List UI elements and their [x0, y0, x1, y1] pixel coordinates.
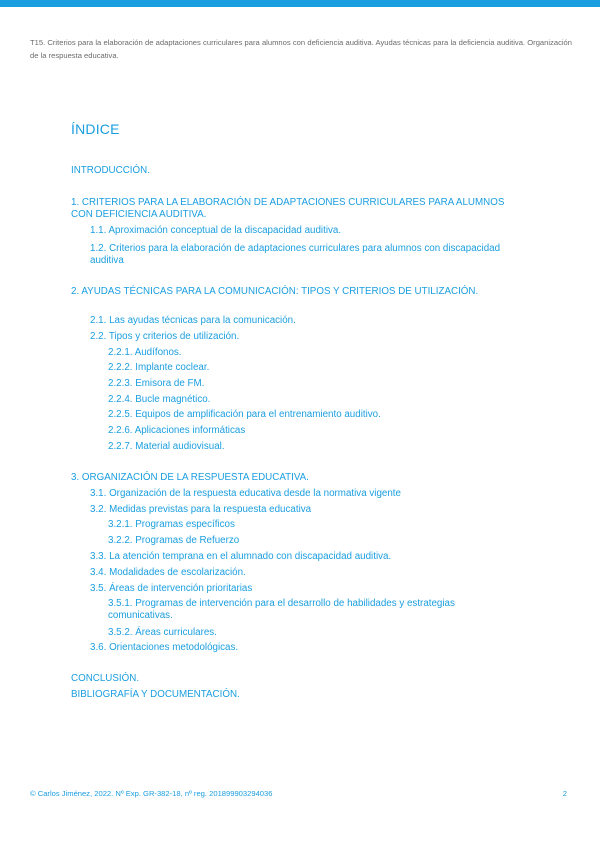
toc-item-3-2-2[interactable]: 3.2.2. Programas de Refuerzo: [108, 535, 240, 546]
toc-item-3-6[interactable]: 3.6. Orientaciones metodológicas.: [90, 642, 239, 653]
toc-item-2-2-4[interactable]: 2.2.4. Bucle magnético.: [108, 394, 211, 405]
toc-conclusion[interactable]: CONCLUSIÓN.: [71, 673, 140, 684]
toc-item-2-2-7[interactable]: 2.2.7. Material audiovisual.: [108, 441, 225, 452]
toc-item-1-2[interactable]: 1.2. Criterios para la elaboración de adaptaciones curriculares para alumnos con discapacidad auditiva: [90, 243, 501, 266]
toc-title: ÍNDICE: [71, 121, 120, 137]
footer-page-number: 2: [562, 789, 567, 798]
toc-item-2-2-5[interactable]: 2.2.5. Equipos de amplificación para el entrenamiento auditivo.: [108, 409, 381, 420]
document-header: T15. Criterios para la elaboración de adaptaciones curriculares para alumnos con deficiencia auditiva. Ayudas técnicas para la deficiencia auditiva. Organización de la respuesta educativa.: [30, 38, 572, 60]
toc-item-3-5[interactable]: 3.5. Áreas de intervención prioritarias: [90, 583, 253, 594]
footer-copyright: © Carlos Jiménez, 2022. Nº Exp. GR-382-18, nº reg. 201899903294036: [30, 789, 273, 798]
toc-item-3-4[interactable]: 3.4. Modalidades de escolarización.: [90, 567, 246, 578]
toc-item-2-2[interactable]: 2.2. Tipos y criterios de utilización.: [90, 331, 240, 342]
toc-intro[interactable]: INTRODUCCIÓN.: [71, 165, 150, 176]
toc-item-2-2-2[interactable]: 2.2.2. Implante coclear.: [108, 362, 210, 373]
toc-item-2-2-6[interactable]: 2.2.6. Aplicaciones informáticas: [108, 425, 246, 436]
toc-item-3-3[interactable]: 3.3. La atención temprana en el alumnado con discapacidad auditiva.: [90, 551, 392, 562]
toc-section-3[interactable]: 3. ORGANIZACIÓN DE LA RESPUESTA EDUCATIVA.: [71, 472, 309, 483]
toc-item-1-1[interactable]: 1.1. Aproximación conceptual de la discapacidad auditiva.: [90, 225, 342, 236]
toc-item-3-5-2[interactable]: 3.5.2. Áreas curriculares.: [108, 627, 217, 638]
toc-item-3-2[interactable]: 3.2. Medidas previstas para la respuesta educativa: [90, 504, 312, 515]
toc-item-2-2-1[interactable]: 2.2.1. Audífonos.: [108, 347, 182, 358]
toc-bibliography[interactable]: BIBLIOGRAFÍA Y DOCUMENTACIÓN.: [71, 689, 240, 700]
toc-item-3-5-1[interactable]: 3.5.1. Programas de intervención para el desarrollo de habilidades y estrategias comunicativas.: [108, 598, 455, 621]
toc-section-2[interactable]: 2. AYUDAS TÉCNICAS PARA LA COMUNICACIÓN: TIPOS Y CRITERIOS DE UTILIZACIÓN.: [71, 286, 479, 297]
toc-item-3-2-1[interactable]: 3.2.1. Programas específicos: [108, 519, 235, 530]
toc-item-2-1[interactable]: 2.1. Las ayudas técnicas para la comunicación.: [90, 315, 296, 326]
toc-item-3-1[interactable]: 3.1. Organización de la respuesta educativa desde la normativa vigente: [90, 488, 401, 499]
toc-item-2-2-3[interactable]: 2.2.3. Emisora de FM.: [108, 378, 205, 389]
top-accent-bar: [0, 0, 600, 7]
toc-section-1[interactable]: 1. CRITERIOS PARA LA ELABORACIÓN DE ADAPTACIONES CURRICULARES PARA ALUMNOS CON DEFICIENCIA AUDITIVA.: [71, 197, 505, 220]
